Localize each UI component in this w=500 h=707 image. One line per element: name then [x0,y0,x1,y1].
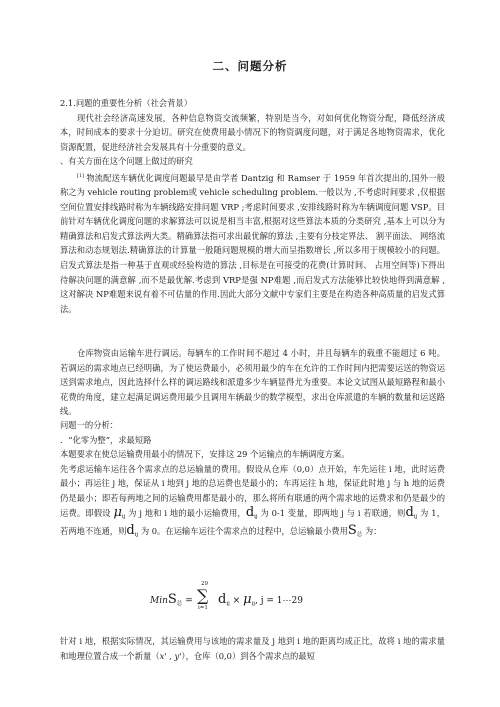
research-body [60,169,445,317]
warehouse-paragraph: 仓库物资由运输车进行调运。每辆车的工作时间不超过 4 小时，并且每辆车的载重不能超过 6 吨。若调运的需求地点已经明确，为了使运费最小，必须用最少的车在允许的工作时间内把需要运送的物资运送到需求地点，因此选择什么样的调运路线和派遣多少车辆显得尤为重要。本论文试图从最短路程和最小花费的角度，建立起满足调运费用最少且调用车辆最少的数学模型，求出仓库派遣的车辆的数量和运送路线。 [60,348,445,417]
text-run: 为 j 地和 i 地的最小运输费用， [125,507,246,518]
sigma-symbol: ∑ [197,586,209,605]
formula-rhs [218,592,303,607]
text-run: 先考虑运输车运往各个需求点的总运输量的费用。假设从仓库（0,0）点开始，车先运往 i 地，此时运费最小；再运往 j 地，保证从 i 地到 j 地的总运费也是最小的；车再运往 h 地，保证此时地 j 与 h 地的运费仍是最小；即若每两地之间的运输费用都是最小的，那么将所有联通的两个需求地的运费求和仍是最少的运费。即假设 [60,463,445,518]
analysis-subtitle: ．“化零为整”，求最短路 [60,434,152,445]
formula-d-subscript: ij [226,601,230,607]
coordinate-pair: x' , y' [159,650,182,661]
section-2-1-title: 2.1.问题的重要性分析（社会背景） [60,98,192,108]
formula-mu: μ [243,592,252,607]
text-run: 为 0-1 变量，即两地 j 与 i 若联通，则 [257,507,406,518]
d-symbol: d [405,504,414,520]
analysis-paragraph-3-block [60,634,445,663]
mu-symbol: μ [113,504,122,520]
research-text: 物流配送车辆优化调度问题最早是由学者 Dantzig 和 Ramser 于 1959 年首次提出的,国外一般称之为 vehicle routing problem或 vehicle scheduling problem.一般以为 ,不考虑时间要求 ,仅根据空间位置安排线路时称为车辆线路安排问题 VRP ;考虑时间要求 ,安排线路时称为车辆调度问题 VSP。目前针对车辆优化调度问题的求解算法可以说是相当丰富,根据对这些算法本质的分类研究 ,基本上可以分为精确算法和启发式算法两大类。精确算法指可求出最优解的算法 ,主要有分枝定界法、 割平面法、 网络流算法和动态规划法.精确算法的计算量一般随问题规模的增大而呈指数增长 ,所以多用于规模较小的问题。启发式算法是指一种基于直观或经验构造的算法 ,目标是在可接受的花费(计算时间、 占用空间等)下得出待解决问题的满意解 ,而不是最优解.考虑到 VRP是强 NP难题 ,而启发式方法能够比较快地得到满意解 ,这对解决 NP难题来说有着不可估量的作用.因此大部分文献中专家们主要是在构造各种高质量的启发式算法。 [60,172,445,314]
warehouse-paragraph-block [60,346,445,419]
research-title: 、有关方面在这个问题上做过的研究 [60,156,193,166]
text-run: 为 1，若两地不连通，则 [60,507,445,537]
formula-s-subscript: 总 [176,601,183,607]
analysis-paragraph-1: 本题要求在使总运输费用最小的情况下，安排这 29 个运输点的车辆调度方案。 [60,449,350,460]
equals-sign: = [185,596,193,606]
formula-d: d [218,592,227,607]
sigma-upper-limit: 29 [201,581,208,587]
d-subscript: ij [254,513,258,520]
section-2-1-body: 现代社会经济高速发展，各种信息物资交流频繁，特别是当今，对如何优化物资分配，降低经济成本，时间成本的要求十分迫切。研究在使费用最小情况下的物资调度问题，对于满足各地物资需求，优化资源配置，促进经济社会发展具有十分重要的意义。 [60,112,445,152]
research-section [60,154,445,316]
section-2-1 [60,96,445,154]
mu-subscript: ij [121,513,126,520]
objective-formula [150,581,410,618]
analysis-paragraph-2 [60,462,445,543]
text-run: 为 0。在运输车运往个需求点的过程中，总运输最小费用 [138,526,348,537]
formula-lhs [150,592,193,607]
d-symbol: d [245,504,255,520]
text-run: ），仓库（0,0）到各个需求点的最短 [181,650,315,661]
problem-one-analysis [60,418,445,543]
formula-mu-subscript: ij [251,601,256,607]
formula-s: S [167,592,177,607]
s-symbol: S [347,523,357,539]
text-run: 针对 i 地，根据实际情况，其运输费用与该地的需求量及 j 地到 i 地的距离均成正比，故将 i 地的需求量和地理位置合成一个新量（ [60,636,445,661]
text-run: 为： [362,526,382,537]
min-label: Min [150,596,168,606]
d-symbol: d [126,523,135,539]
citation-ref: [1] [77,172,85,179]
formula-range: , j = 1⋯29 [255,596,303,606]
analysis-title: 问题一的分析： [60,420,119,430]
d-subscript: ij [413,513,418,520]
d-subscript: ij [134,532,139,539]
times-sign: × [232,596,241,606]
s-subscript: 总 [356,532,363,539]
analysis-paragraph-3 [60,634,445,663]
sigma-lower-limit: i=1 [198,605,208,611]
section-heading: 二、问题分析 [212,59,288,73]
